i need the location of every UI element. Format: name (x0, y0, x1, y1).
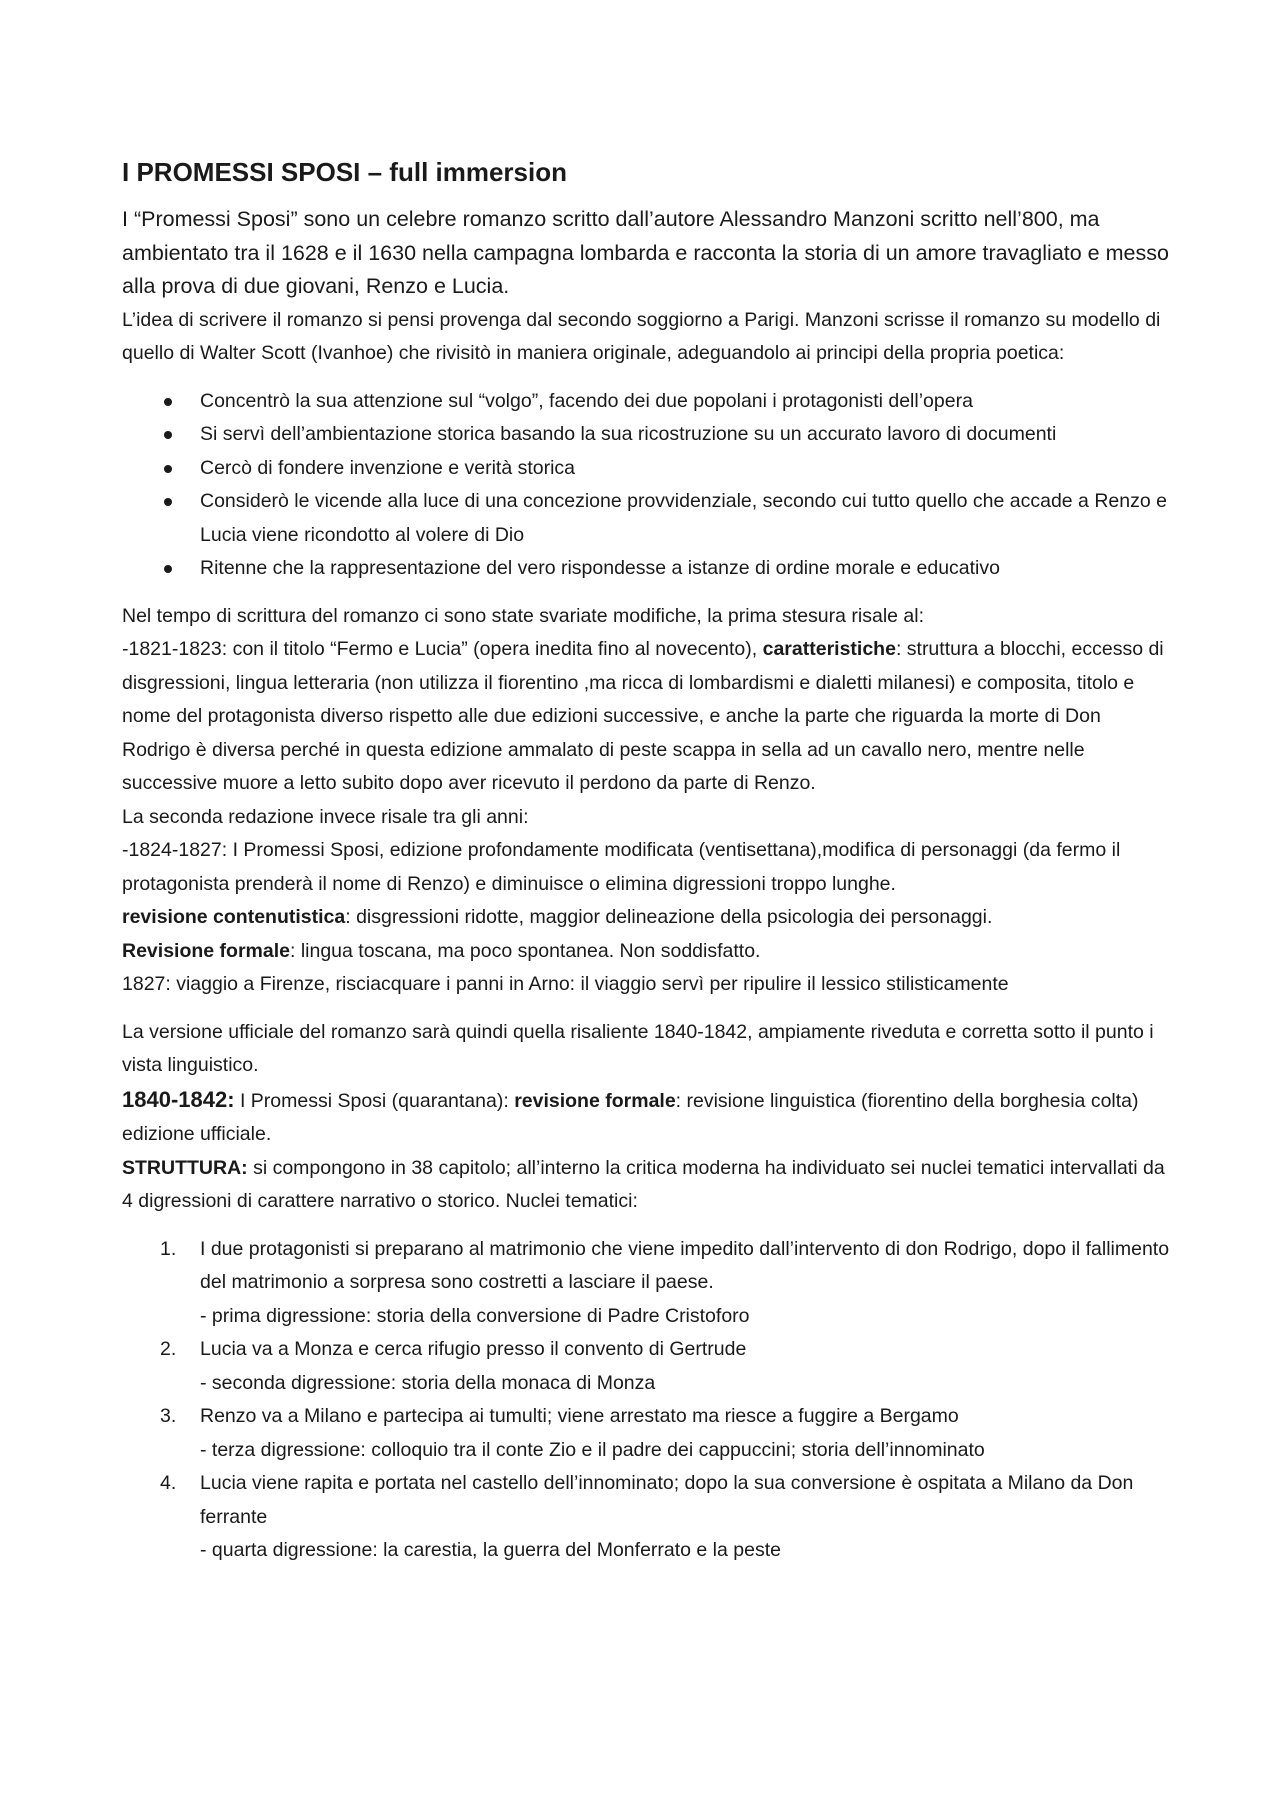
list-item: 4. Lucia viene rapita e portata nel castello dell’innominato; dopo la sua conversione è ospitata a Milano da Don ferrante - quarta digressione: la carestia, la guerra del Monferrato e la peste (122, 1467, 1172, 1568)
digressione: - prima digressione: storia della conversione di Padre Cristoforo (200, 1304, 750, 1327)
list-item: 3. Renzo va a Milano e partecipa ai tumulti; viene arrestato ma riesce a fuggire a Bergamo - terza digressione: colloquio tra il conte Zio e il padre dei cappuccini; storia dell’innominato (122, 1400, 1172, 1467)
versione-ufficiale-paragraph: La versione ufficiale del romanzo sarà quindi quella risaliente 1840-1842, ampiamente riveduta e corretta sotto il punto i vista linguistico. (122, 1020, 1154, 1076)
list-item: 1. I due protagonisti si preparano al matrimonio che viene impedito dall’intervento di don Rodrigo, dopo il fallimento del matrimonio a sorpresa sono costretti a lasciare il paese. - prima digressione: storia della conversione di Padre Cristoforo (122, 1233, 1172, 1334)
idea-paragraph: L’idea di scrivere il romanzo si pensi provenga dal secondo soggiorno a Parigi. Manzoni scrisse il romanzo su modello di quello di Walter Scott (Ivanhoe) che rivisitò in maniera originale, adeguandolo ai principi della propria poetica: (122, 308, 1161, 364)
digressione: - terza digressione: colloquio tra il conte Zio e il padre dei cappuccini; storia dell’innominato (200, 1438, 985, 1461)
document-page (122, 155, 1172, 1568)
list-item: Considerò le vicende alla luce di una concezione provvidenziale, secondo cui tutto quello che accade a Renzo e Lucia viene ricondotto al volere di Dio (122, 485, 1172, 552)
nuclei-tematici-list (122, 1233, 1172, 1568)
digressione: - quarta digressione: la carestia, la guerra del Monferrato e la peste (200, 1539, 781, 1561)
item-number: 3. (160, 1405, 177, 1427)
item-number: 4. (160, 1472, 177, 1494)
bullet-icon (164, 431, 172, 439)
digressione: - seconda digressione: storia della monaca di Monza (200, 1371, 656, 1394)
bullet-icon (164, 398, 172, 406)
list-item: Si servì dell’ambientazione storica basando la sua ricostruzione su un accurato lavoro di documenti (122, 418, 1172, 452)
bullet-icon (164, 565, 172, 573)
seconda-redazione-intro: La seconda redazione invece risale tra gli anni: (122, 805, 529, 828)
stesure-section (122, 600, 1172, 1002)
quarantana-years: 1840-1842: (122, 1086, 235, 1112)
struttura-label: STRUTTURA: (122, 1156, 248, 1179)
item-number: 1. (160, 1237, 177, 1260)
document-title: I PROMESSI SPOSI – full immersion (122, 157, 567, 187)
revisione-contenutistica: revisione contenutistica: disgressioni ridotte, maggior delineazione della psicologia dei personaggi. (122, 906, 993, 928)
struttura-paragraph: STRUTTURA: si compongono in 38 capitolo; all’interno la critica moderna ha individuato sei nuclei tematici intervallati da 4 digressioni di carattere narrativo o storico. Nuclei tematici: (122, 1156, 1165, 1212)
poetics-list (122, 385, 1172, 586)
quarantana-paragraph: 1840-1842: I Promessi Sposi (quarantana): revisione formale: revisione linguistica (fiorentino della borghesia colta) edizione ufficiale. (122, 1086, 1139, 1145)
list-item: Concentrò la sua attenzione sul “volgo”, facendo dei due popolani i protagonisti dell’opera (122, 385, 1172, 419)
caratteristiche-label: caratteristiche (762, 638, 896, 660)
intro-paragraph: I “Promessi Sposi” sono un celebre romanzo scritto dall’autore Alessandro Manzoni scritto nell’800, ma ambientato tra il 1628 e il 1630 nella campagna lombarda e racconta la storia di un amore travagliato e messo alla prova di due giovani, Renzo e Lucia. (122, 207, 1169, 298)
bullet-icon (164, 498, 172, 506)
list-item: Ritenne che la rappresentazione del vero rispondesse a istanze di ordine morale e educativo (122, 552, 1172, 586)
list-item: Cercò di fondere invenzione e verità storica (122, 452, 1172, 486)
list-item: 2. Lucia va a Monza e cerca rifugio presso il convento di Gertrude - seconda digressione: storia della monaca di Monza (122, 1333, 1172, 1400)
ventisettana-paragraph: -1824-1827: I Promessi Sposi, edizione profondamente modificata (ventisettana),modifica di personaggi (da fermo il protagonista prenderà il nome di Renzo) e diminuisce o elimina digressioni troppo lunghe. (122, 839, 1121, 895)
fermo-e-lucia-paragraph: -1821-1823: con il titolo “Fermo e Lucia” (opera inedita fino al novecento), caratteristiche: struttura a blocchi, eccesso di disgressioni, lingua letteraria (non utilizza il fiorentino ,ma ricca di lombardismi e dialetti milanesi) e composita, titolo e nome del protagonista diverso rispetto alle due edizioni successive, e anche la parte che riguarda la morte di Don Rodrigo è diversa perché in questa edizione ammalato di peste scappa in sella ad un cavallo nero, mentre nelle successive muore a letto subito dopo aver ricevuto il perdono da parte di Renzo. (122, 638, 1164, 794)
item-number: 2. (160, 1338, 177, 1360)
bullet-icon (164, 465, 172, 473)
revisione-formale: Revisione formale: lingua toscana, ma poco spontanea. Non soddisfatto. (122, 939, 761, 962)
firenze-paragraph: 1827: viaggio a Firenze, risciacquare i panni in Arno: il viaggio servì per ripulire il lessico stilisticamente (122, 973, 1009, 995)
stesure-intro: Nel tempo di scrittura del romanzo ci sono state svariate modifiche, la prima stesura risale al: (122, 604, 925, 627)
ufficiale-section (122, 1016, 1172, 1219)
